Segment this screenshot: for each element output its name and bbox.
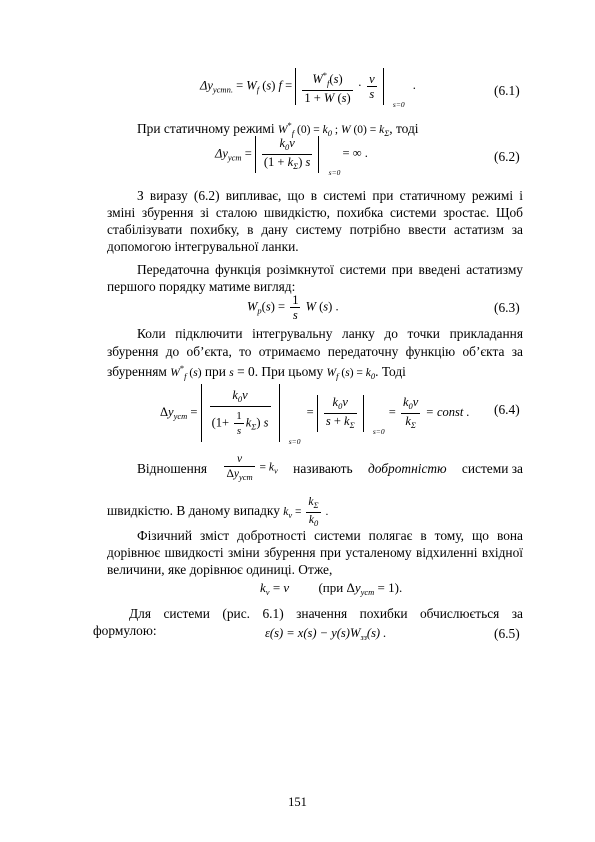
equation-6-1-label: (6.1) [494, 83, 520, 98]
equation-6-4-label: (6.4) [494, 402, 520, 417]
equation-6-3-label: (6.3) [494, 300, 520, 315]
equation-kv: $k_\nu = \nu$ (при $\Delta y_{уст} = 1$). [260, 580, 403, 597]
equation-6-5-label: (6.5) [494, 626, 520, 641]
equation-6-1: $\Delta y_{устп.} = W_f$ (s) f = $\frac{W^*_f(s)}{1 + W (s)}$ · $\frac{\nu}{s}$ s=0 . [200, 70, 416, 109]
page-number: 151 [288, 795, 307, 809]
paragraph-quality-ratio: Відношення $\frac{\nu}{\Delta y_{уст}}$ = $k_\nu$ називають добротністю системи за [137, 453, 523, 482]
equation-6-3: $W_p(s)$ = $\frac{1}{s}$ W (s) . [247, 293, 339, 322]
paragraph-transfer-function: Передаточна функція розімкнутої системи при введені астатизму першого порядку матиме вигляд: [107, 262, 523, 294]
paragraph-integrator: Коли підключити інтегрувальну ланку до точки прикладання збурення до об’єкта, то отримаємо передаточну функцію об’єкта за збуренням $W^*_f$ (s) при s = 0. При цьому $W_f$ $(s) = k_0$. Тоді [107, 326, 523, 381]
equation-6-4: $\Delta y_{уст}$ = $k_0\nu$ (1+ $\frac{1}{s}$ $k_\Sigma$) s s=0 = $\frac{k_0\nu}{s + k_\Sigma}$ s=0 = $\frac{k_0\nu}{k_\Sigma}$ = const . [160, 384, 470, 442]
paragraph-error-formula: Для системи (рис. 6.1) значення похибки обчислюється за формулою: [93, 606, 523, 638]
paragraph-astatism: З виразу (6.2) випливає, що в системі при статичному режимі і зміні збурення зі сталою швидкістю, похибка системи зростає. Щоб стабілізувати похибку, в дану систему потрібно ввести астатизм за допомогою інтегрувальної ланки. [107, 188, 523, 254]
paragraph-physical-meaning: Фізичний зміст добротності системи полягає в тому, що вона дорівнює швидкості зміни збурення при усталеному відхиленні вхідної величини, яке дорівнює одиниці. Отже, [107, 528, 523, 577]
equation-6-2: $\Delta y_{уст}$ = $\frac{k_0\nu}{(1 + k_\Sigma) s}$ s=0 = ∞ . [215, 136, 368, 177]
equation-6-2-label: (6.2) [494, 149, 520, 164]
paragraph-velocity: швидкістю. В даному випадку $k_\nu$ = $\frac{k_\Sigma}{k_0}$ . [107, 496, 329, 528]
equation-6-5: $\varepsilon(s) = x(s) - y(s)W_{зз}(s)$ . [265, 626, 387, 642]
paragraph-static-mode: При статичному режимі $W^*_f$ $(0) = k_0$ ; W $(0) = k_\Sigma$, тоді [137, 120, 419, 138]
